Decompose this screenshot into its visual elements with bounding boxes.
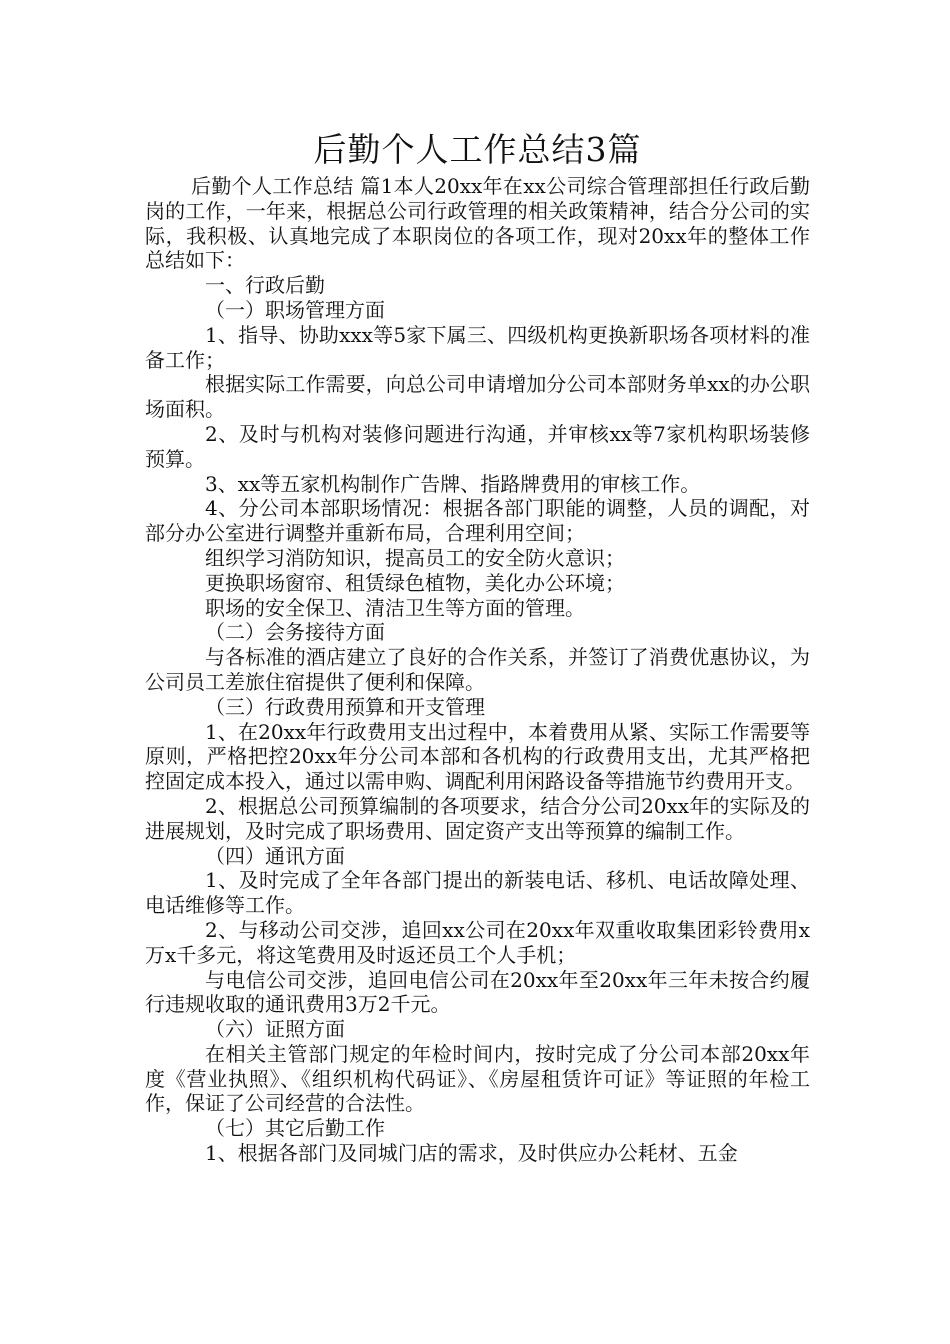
paragraph: 更换职场窗帘、租赁绿色植物，美化办公环境； [205,570,625,595]
subsection-heading-budget: （三）行政费用预算和开支管理 [205,694,485,719]
paragraph: 组织学习消防知识，提高员工的安全防火意识； [205,545,625,570]
paragraph: 1、及时完成了全年各部门提出的新装电话、移机、电话故障处理、电话维修等工作。 [145,868,810,918]
paragraph: 与电信公司交涉，追回电信公司在20xx年至20xx年三年未按合约履行违规收取的通讯费用3万2千元。 [145,967,810,1017]
subsection-heading-reception: （二）会务接待方面 [205,620,385,645]
paragraph: 2、与移动公司交涉，追回xx公司在20xx年双重收取集团彩铃费用x万x千多元，将这笔费用及时返还员工个人手机； [145,917,810,967]
subsection-heading-communication: （四）通讯方面 [205,843,345,868]
document-page [145,128,810,1166]
paragraph: 3、xx等五家机构制作广告牌、指路牌费用的审核工作。 [205,471,701,496]
paragraph: 2、及时与机构对装修问题进行沟通，并审核xx等7家机构职场装修预算。 [145,421,810,471]
subsection-heading-licenses: （六）证照方面 [205,1017,345,1042]
document-body [145,174,810,1166]
paragraph: 1、指导、协助xxx等5家下属三、四级机构更换新职场各项材料的准备工作； [145,322,810,372]
subsection-heading-workplace: （一）职场管理方面 [205,297,385,322]
section-heading-admin-logistics: 一、行政后勤 [205,273,325,298]
paragraph: 1、在20xx年行政费用支出过程中，本着费用从紧、实际工作需要等原则，严格把控20xx年分公司本部和各机构的行政费用支出，尤其严格把控固定成本投入，通过以需申购、调配利用闲路设备等措施节约费用开支。 [145,719,810,794]
paragraph: 2、根据总公司预算编制的各项要求，结合分公司20xx年的实际及的进展规划，及时完成了职场费用、固定资产支出等预算的编制工作。 [145,793,810,843]
paragraph: 职场的安全保卫、清洁卫生等方面的管理。 [205,595,585,620]
subsection-heading-other: （七）其它后勤工作 [205,1116,385,1141]
document-title: 后勤个人工作总结3篇 [313,130,642,169]
paragraph: 在相关主管部门规定的年检时间内，按时完成了分公司本部20xx年度《营业执照》、《组织机构代码证》、《房屋租赁许可证》等证照的年检工作，保证了公司经营的合法性。 [145,1041,810,1116]
paragraph-intro: 后勤个人工作总结 篇1本人20xx年在xx公司综合管理部担任行政后勤岗的工作，一年来，根据总公司行政管理的相关政策精神，结合分公司的实际，我积极、认真地完成了本职岗位的各项工作，现对20xx年的整体工作总结如下： [145,174,810,273]
paragraph: 与各标准的酒店建立了良好的合作关系，并签订了消费优惠协议，为公司员工差旅住宿提供了便利和保障。 [145,645,810,694]
paragraph: 4、分公司本部职场情况：根据各部门职能的调整，人员的调配，对部分办公室进行调整并重新布局，合理利用空间； [145,496,810,546]
paragraph: 根据实际工作需要，向总公司申请增加分公司本部财务单xx的办公职场面积。 [145,372,810,422]
paragraph: 1、根据各部门及同城门店的需求，及时供应办公耗材、五金 [205,1141,738,1166]
